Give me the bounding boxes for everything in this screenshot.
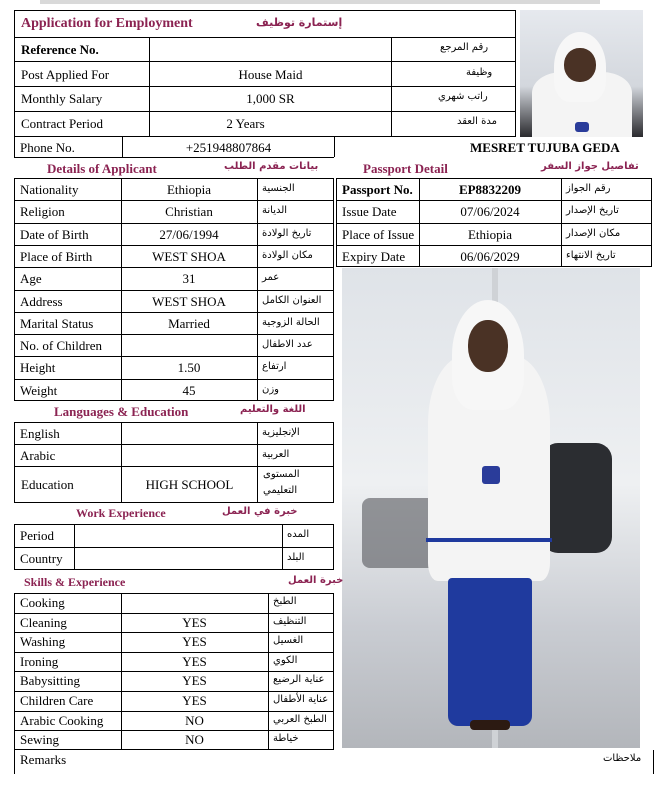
applicant-row-label-ar: الديانة — [262, 205, 288, 217]
applicant-section-title: Details of Applicant — [47, 161, 157, 176]
language-row-label-ar: الإنجليزية — [262, 427, 300, 438]
work-section-title-ar: خبرة في العمل — [222, 506, 298, 517]
skills-section-title: Skills & Experience — [24, 575, 126, 589]
skill-row-label: Children Care — [20, 693, 94, 708]
passport-row-value: 06/06/2029 — [460, 248, 520, 264]
salary-label: Monthly Salary — [21, 91, 103, 106]
post-label: Post Applied For — [21, 67, 110, 82]
form-title: Application for Employment — [21, 16, 193, 31]
passport-row-label: Place of Issue — [342, 226, 415, 242]
reference-label-ar: رقم المرجع — [440, 42, 489, 53]
applicant-row-value: 45 — [182, 382, 196, 398]
contract-label: Contract Period — [21, 116, 103, 131]
applicant-row-label-ar: الحالة الزوجية — [262, 316, 320, 328]
applicant-row-label: Place of Birth — [20, 248, 93, 264]
applicant-portrait-photo — [520, 10, 643, 137]
passport-row-label-ar: تاريخ الإصدار — [566, 205, 619, 217]
applicant-row-value: WEST SHOA — [152, 293, 226, 309]
skill-row-label-ar: الطبخ — [273, 596, 297, 607]
applicant-row-label: Nationality — [20, 182, 79, 197]
education-label-ar-2: التعليمي — [263, 485, 298, 496]
applicant-name: MESRET TUJUBA GEDA — [470, 140, 620, 155]
passport-row-value: EP8832209 — [458, 182, 522, 197]
skill-row-value: YES — [182, 634, 207, 650]
applicant-row-label-ar: عدد الاطفال — [262, 339, 313, 351]
applicant-full-photo — [342, 268, 640, 748]
post-label-ar: وظيفة — [466, 67, 493, 78]
skill-row-label-ar: التنظيف — [273, 615, 307, 627]
applicant-row-label: Marital Status — [20, 315, 94, 331]
applicant-row-label: Religion — [20, 204, 65, 220]
reference-label: Reference No. — [21, 42, 99, 57]
passport-row-label-ar: مكان الإصدار — [566, 227, 621, 239]
passport-section-title: Passport Detail — [363, 161, 448, 176]
skill-row-label-ar: عناية الرضيع — [273, 674, 325, 686]
skill-row-label-ar: الغسيل — [273, 635, 304, 647]
work-row-label-ar: المده — [287, 529, 310, 540]
skill-row-value: NO — [185, 732, 204, 748]
applicant-row-label: Height — [20, 360, 56, 376]
skill-row-label: Washing — [20, 634, 66, 650]
applicant-section-title-ar: بيانات مقدم الطلب — [224, 161, 319, 172]
skill-row-value: YES — [182, 693, 207, 708]
skill-row-value: NO — [185, 712, 204, 728]
skill-row-label-ar: الكوي — [273, 654, 298, 666]
phone-value: +251948807864 — [185, 140, 272, 155]
remarks-label-ar: ملاحظات — [603, 753, 642, 764]
applicant-row-label: Age — [20, 271, 42, 287]
applicant-row-value: Married — [168, 315, 210, 331]
applicant-row-label-ar: تاريخ الولادة — [262, 227, 312, 239]
post-value: House Maid — [238, 67, 303, 82]
languages-section-title: Languages & Education — [54, 404, 189, 419]
applicant-row-label: Weight — [20, 382, 58, 398]
applicant-row-label-ar: عمر — [262, 272, 280, 284]
passport-row-label: Expiry Date — [342, 248, 406, 264]
skill-row-label: Babysitting — [20, 673, 80, 689]
applicant-row-label: No. of Children — [20, 338, 102, 354]
skill-row-value: YES — [182, 673, 207, 689]
contract-label-ar: مدة العقد — [457, 116, 497, 127]
skills-section-title-ar: خبرة العمل — [288, 575, 344, 586]
passport-row-value: Ethiopia — [467, 226, 513, 242]
applicant-row-label: Address — [20, 293, 63, 309]
skill-row-label: Cleaning — [20, 614, 67, 630]
skill-row-label: Ironing — [20, 653, 59, 669]
contract-value: 2 Years — [226, 116, 265, 131]
skill-row-label-ar: الطبخ العربي — [273, 713, 327, 725]
salary-value: 1,000 SR — [246, 91, 295, 106]
phone-label: Phone No. — [20, 140, 75, 155]
skill-row-value: YES — [182, 653, 207, 669]
form-title-ar: إستمارة توظيف — [256, 16, 343, 29]
applicant-row-value: 27/06/1994 — [159, 226, 219, 242]
skill-row-label: Sewing — [20, 732, 59, 748]
skill-row-value: YES — [182, 614, 207, 630]
language-row-label: English — [20, 426, 60, 441]
passport-section-title-ar: تفاصيل جواز السفر — [541, 161, 639, 172]
passport-row-label: Issue Date — [342, 204, 397, 220]
applicant-row-label-ar: العنوان الكامل — [262, 294, 322, 306]
applicant-row-value: Christian — [165, 204, 213, 220]
applicant-row-label: Date of Birth — [20, 226, 89, 242]
passport-row-value: 07/06/2024 — [460, 204, 520, 220]
applicant-row-label-ar: ارتفاع — [262, 361, 287, 373]
work-row-label: Country — [20, 551, 63, 566]
applicant-row-label-ar: الجنسية — [262, 183, 295, 194]
remarks-label: Remarks — [20, 752, 67, 767]
passport-row-label-ar: رقم الجواز — [566, 183, 611, 194]
skill-row-label: Arabic Cooking — [20, 712, 104, 728]
applicant-row-value: WEST SHOA — [152, 248, 226, 264]
languages-section-title-ar: اللغة والتعليم — [240, 404, 306, 415]
applicant-row-label-ar: مكان الولادة — [262, 249, 313, 261]
applicant-row-value: Ethiopia — [166, 182, 212, 197]
applicant-row-value: 31 — [182, 271, 196, 287]
applicant-row-label-ar: وزن — [262, 383, 280, 395]
education-value: HIGH SCHOOL — [145, 477, 234, 492]
work-section-title: Work Experience — [76, 506, 166, 520]
top-bar — [40, 0, 600, 4]
skill-row-label-ar: عناية الأطفال — [273, 694, 329, 705]
skill-row-label-ar: خياطة — [273, 733, 299, 745]
language-row-label: Arabic — [20, 448, 56, 463]
passport-row-label: Passport No. — [342, 182, 413, 197]
work-row-label-ar: البلد — [287, 552, 305, 563]
applicant-row-value: 1.50 — [177, 360, 201, 376]
education-label: Education — [21, 477, 74, 492]
passport-row-label-ar: تاريخ الانتهاء — [566, 249, 616, 261]
education-label-ar-1: المستوى — [263, 469, 300, 480]
skill-row-label: Cooking — [20, 595, 65, 610]
language-row-label-ar: العربية — [262, 449, 290, 460]
work-row-label: Period — [20, 528, 54, 543]
salary-label-ar: راتب شهري — [438, 91, 488, 102]
